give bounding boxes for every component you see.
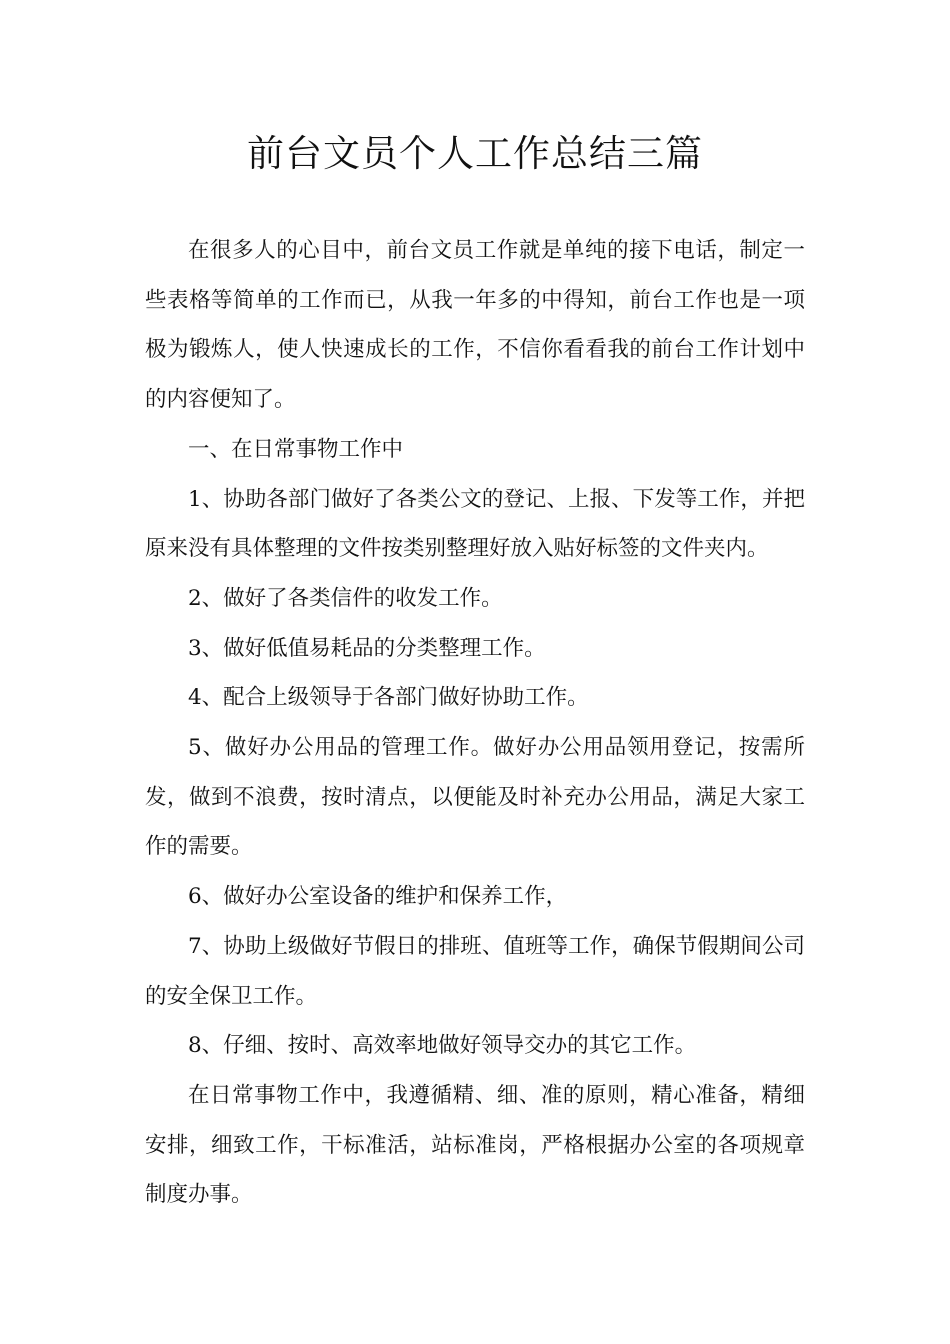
section-heading: 一、在日常事物工作中 xyxy=(188,436,404,462)
document-title: 前台文员个人工作总结三篇 xyxy=(247,132,703,175)
paragraph-summary: 在日常事物工作中，我遵循精、细、准的原则，精心准备，精细安排，细致工作，干标准活，站标准岗，严格根据办公室的各项规章制度办事。 xyxy=(145,1082,805,1208)
list-item: 4、配合上级领导于各部门做好协助工作。 xyxy=(188,685,589,711)
list-item: 2、做好了各类信件的收发工作。 xyxy=(188,585,503,611)
list-item: 1、协助各部门做好了各类公文的登记、上报、下发等工作，并把原来没有具体整理的文件按类别整理好放入贴好标签的文件夹内。 xyxy=(145,486,805,562)
list-item: 6、做好办公室设备的维护和保养工作， xyxy=(188,884,568,910)
list-item: 5、做好办公用品的管理工作。做好办公用品领用登记，按需所发，做到不浪费，按时清点，以便能及时补充办公用品，满足大家工作的需要。 xyxy=(145,735,805,860)
document-body xyxy=(145,226,805,1220)
paragraph-intro: 在很多人的心目中，前台文员工作就是单纯的接下电话，制定一些表格等简单的工作而已，从我一年多的中得知，前台工作也是一项极为锻炼人，使人快速成长的工作，不信你看看我的前台工作计划中的内容便知了。 xyxy=(145,238,805,413)
list-item: 7、协助上级做好节假日的排班、值班等工作，确保节假期间公司的安全保卫工作。 xyxy=(145,933,805,1009)
list-item: 8、仔细、按时、高效率地做好领导交办的其它工作。 xyxy=(188,1033,697,1059)
list-item: 3、做好低值易耗品的分类整理工作。 xyxy=(188,635,546,661)
